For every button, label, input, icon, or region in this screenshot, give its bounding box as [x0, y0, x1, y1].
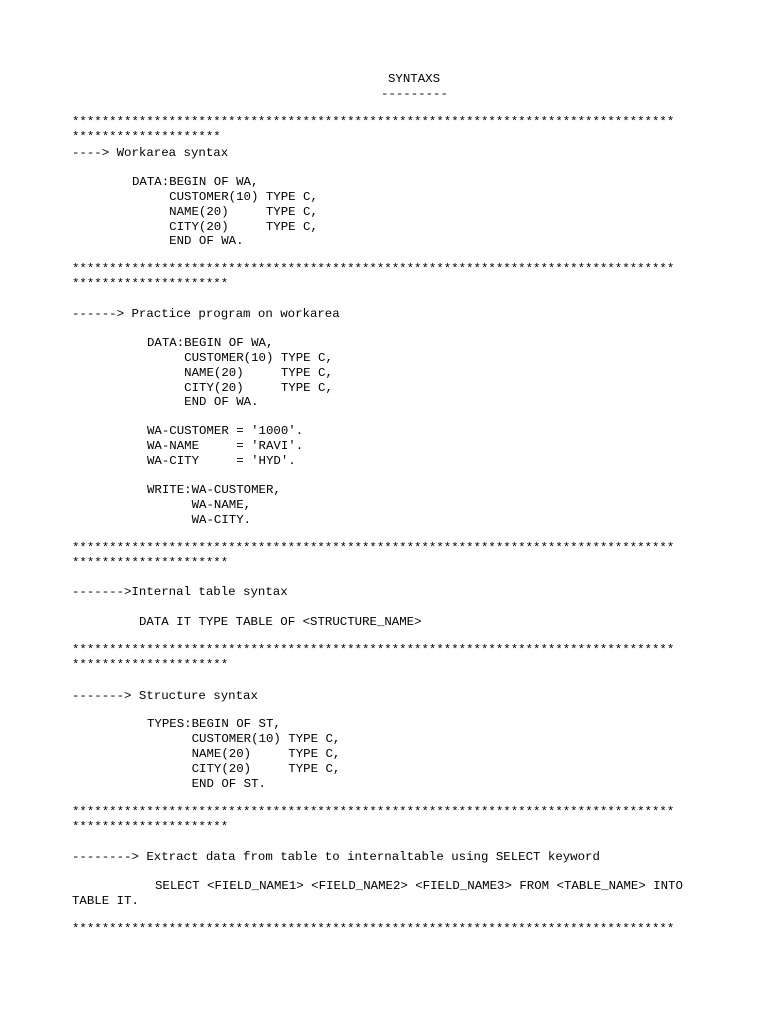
- section-heading-extract-data: --------> Extract data from table to internaltable using SELECT keyword: [72, 850, 600, 864]
- code-line: TABLE IT.: [72, 894, 139, 908]
- separator-line: *********************************************************************************: [72, 805, 675, 819]
- section-heading-workarea-syntax: ----> Workarea syntax: [72, 146, 229, 160]
- code-line: CUSTOMER(10) TYPE C,: [147, 732, 341, 746]
- code-line: SELECT <FIELD_NAME1> <FIELD_NAME2> <FIELD_NAME3> FROM <TABLE_NAME> INTO: [155, 879, 683, 893]
- code-line: CITY(20) TYPE C,: [132, 220, 318, 234]
- code-line: CUSTOMER(10) TYPE C,: [132, 190, 318, 204]
- code-line: CUSTOMER(10) TYPE C,: [147, 351, 333, 365]
- code-line: TYPES:BEGIN OF ST,: [147, 717, 281, 731]
- code-line: DATA:BEGIN OF WA,: [147, 336, 274, 350]
- section-heading-practice-program: ------> Practice program on workarea: [72, 307, 340, 321]
- code-line: DATA:BEGIN OF WA,: [132, 175, 259, 189]
- code-line: NAME(20) TYPE C,: [147, 747, 341, 761]
- separator-line-wrap: *********************: [72, 820, 229, 834]
- code-line: NAME(20) TYPE C,: [132, 205, 318, 219]
- separator-line: *********************************************************************************: [72, 541, 675, 555]
- code-line: WA-CITY.: [147, 513, 252, 527]
- separator-line-wrap: *********************: [72, 658, 229, 672]
- separator-line: *********************************************************************************: [72, 643, 675, 657]
- separator-line: *********************************************************************************: [72, 922, 675, 936]
- separator-line-wrap: ********************: [72, 130, 221, 144]
- code-line: WA-CUSTOMER = '1000'.: [147, 424, 304, 438]
- code-line: CITY(20) TYPE C,: [147, 762, 341, 776]
- code-line: END OF WA.: [132, 234, 244, 248]
- document-title: SYNTAXS: [388, 72, 441, 86]
- code-line: CITY(20) TYPE C,: [147, 381, 333, 395]
- code-line: WRITE:WA-CUSTOMER,: [147, 483, 281, 497]
- code-line: DATA IT TYPE TABLE OF <STRUCTURE_NAME>: [139, 615, 422, 629]
- section-heading-internal-table: ------->Internal table syntax: [72, 585, 288, 599]
- code-line: END OF WA.: [147, 395, 259, 409]
- title-underline: ---------: [381, 87, 448, 101]
- separator-line-wrap: *********************: [72, 556, 229, 570]
- code-line: WA-NAME = 'RAVI'.: [147, 439, 304, 453]
- separator-line: *********************************************************************************: [72, 262, 675, 276]
- code-line: END OF ST.: [147, 777, 266, 791]
- code-line: NAME(20) TYPE C,: [147, 366, 333, 380]
- code-line: WA-NAME,: [147, 498, 252, 512]
- section-heading-structure-syntax: -------> Structure syntax: [72, 689, 258, 703]
- separator-line: *********************************************************************************: [72, 115, 675, 129]
- separator-line-wrap: *********************: [72, 277, 229, 291]
- code-line: WA-CITY = 'HYD'.: [147, 454, 296, 468]
